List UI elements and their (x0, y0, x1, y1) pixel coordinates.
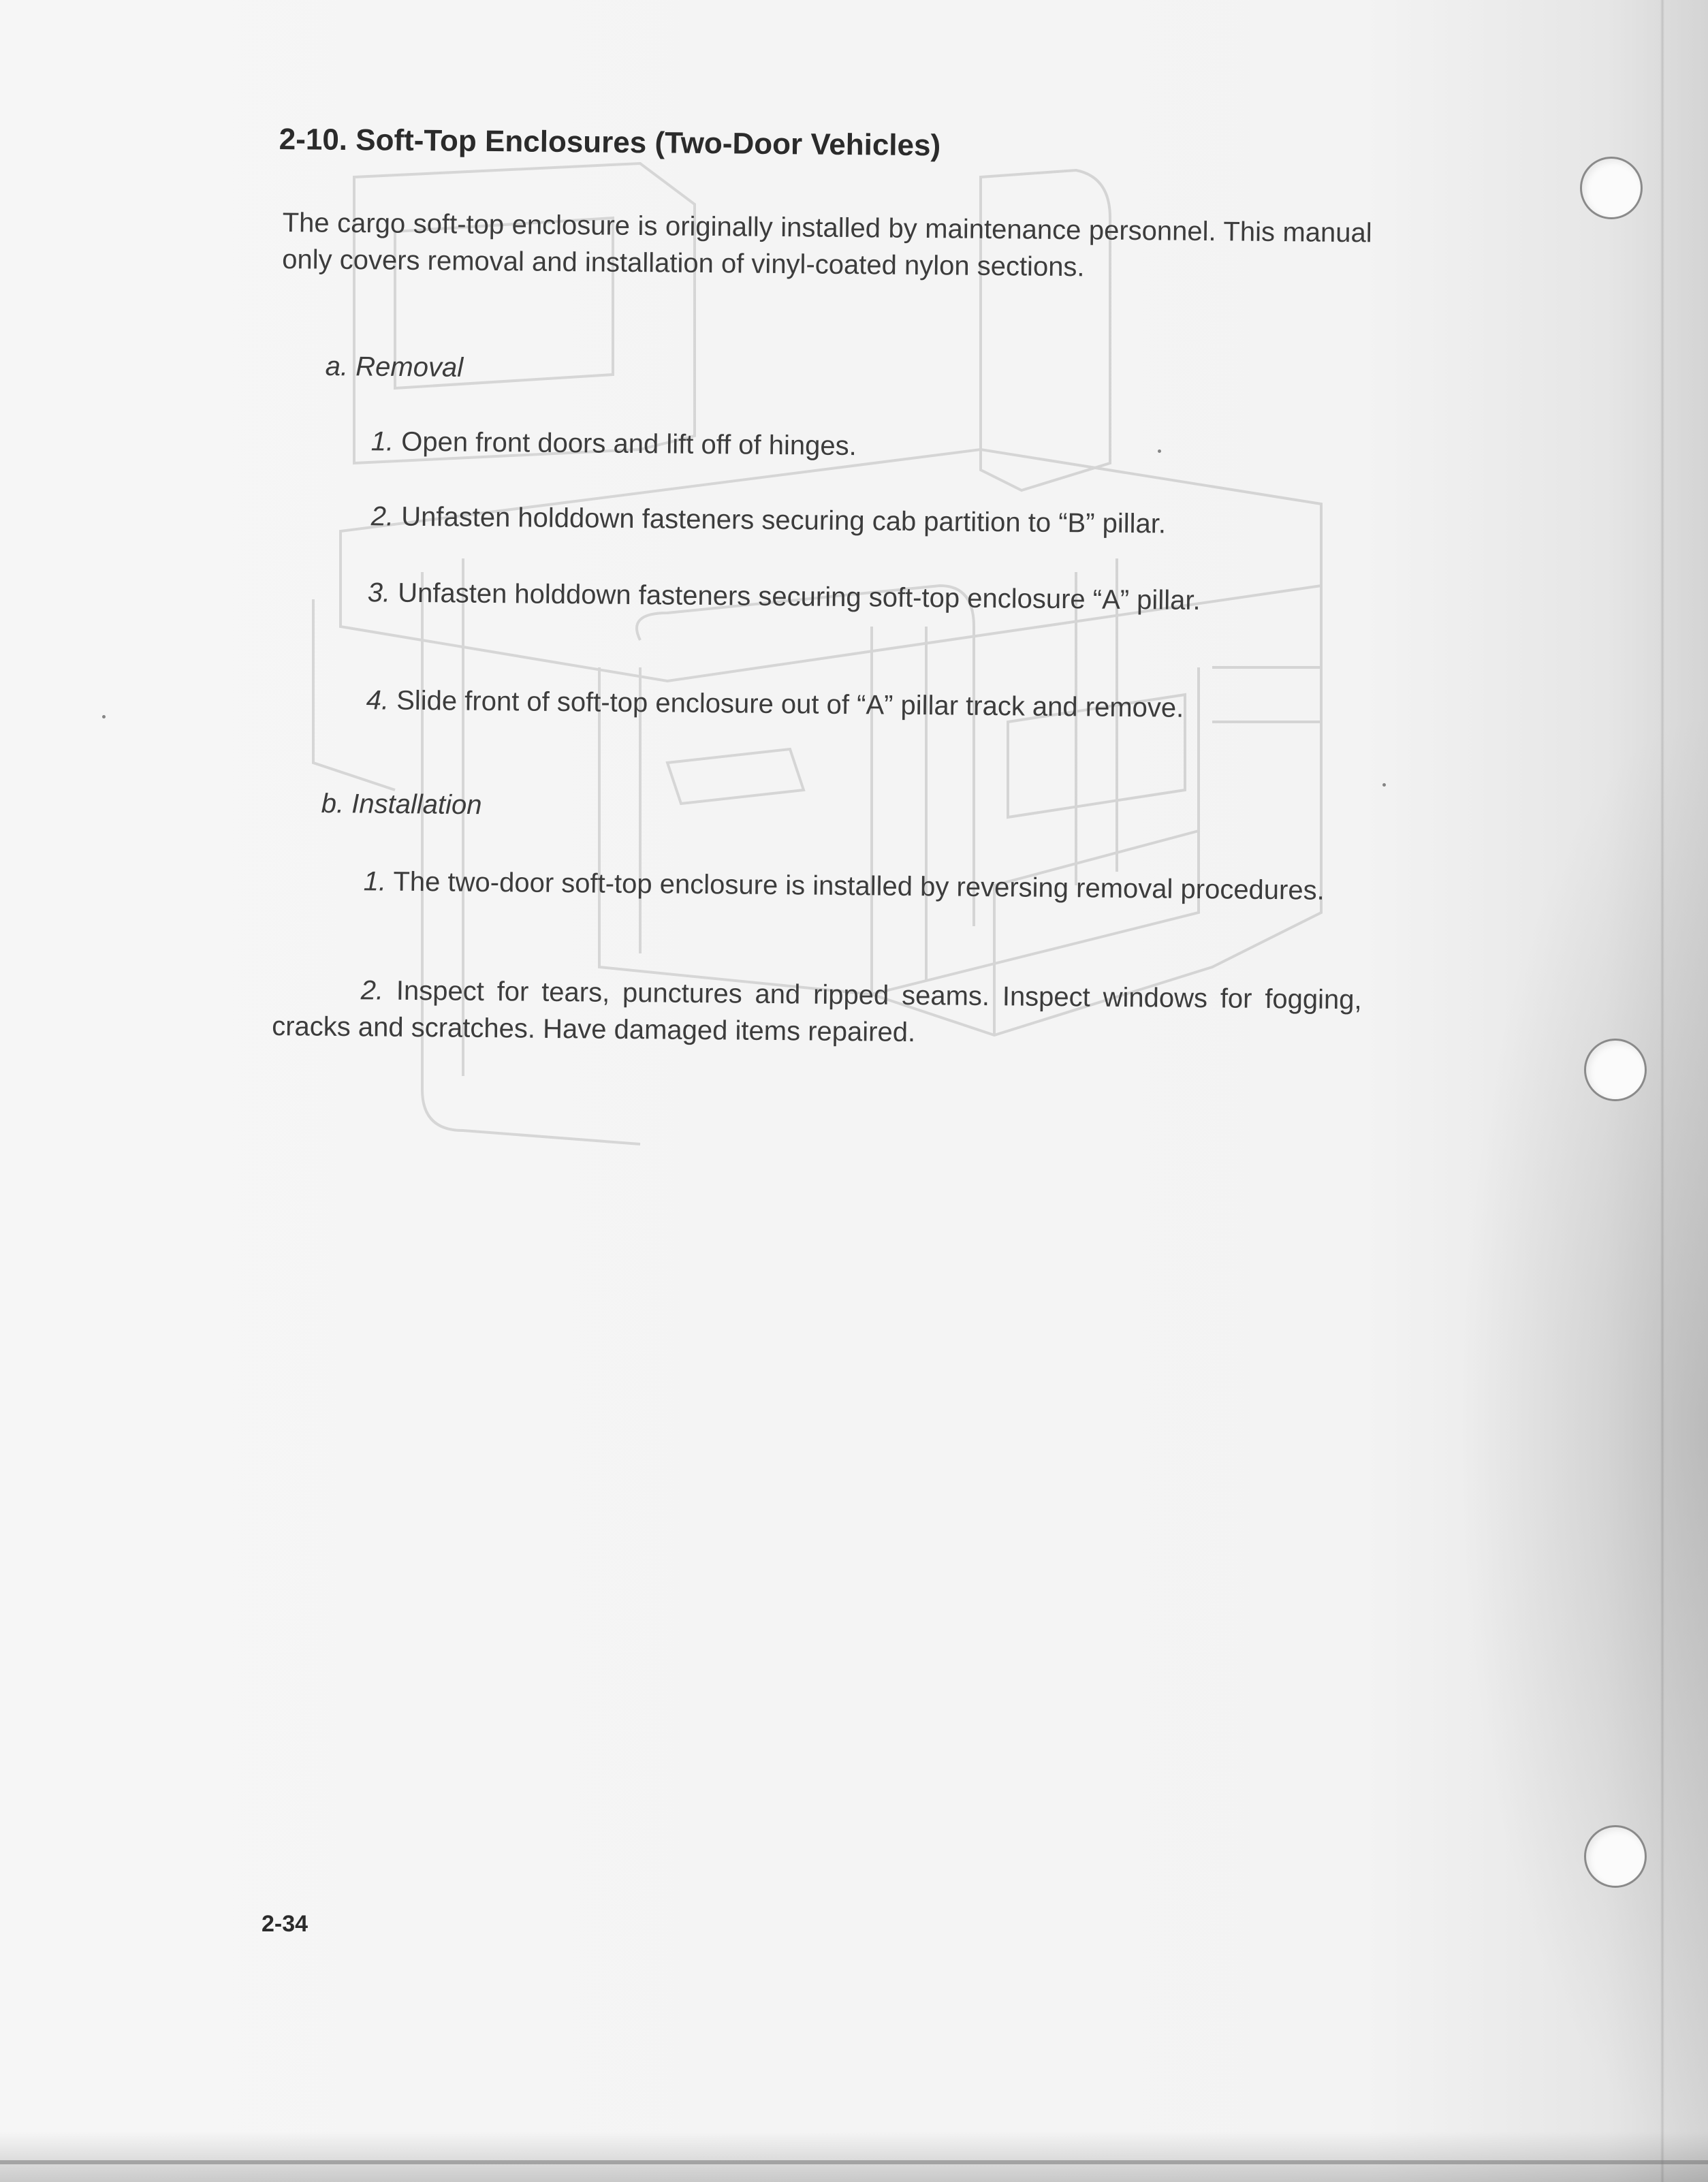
step-number: 1. (370, 426, 394, 457)
step-number: 2. (360, 975, 384, 1006)
intro-paragraph: The cargo soft-top enclosure is originally installed by maintenance personnel. This manual only covers removal and installation of vinyl-coated nylon sections. (282, 207, 1372, 283)
step-text: Unfasten holddown fasteners securing soft-top enclosure “A” pillar. (398, 578, 1201, 616)
binder-hole-middle (1584, 1039, 1647, 1101)
section-heading: 2-10. Soft-Top Enclosures (Two-Door Vehicles) (279, 123, 941, 163)
scan-speck (1382, 783, 1386, 787)
page-edge-shadow (1660, 0, 1664, 2182)
installation-step-2 (272, 971, 1362, 1055)
scan-speck (102, 715, 106, 718)
step-text: Inspect for tears, punctures and ripped seams. Inspect windows for fogging, cracks and scratches. Have damaged items repaired. (272, 975, 1362, 1048)
binder-hole-top (1580, 157, 1643, 219)
bottom-scan-shadow (0, 2132, 1708, 2182)
step-text: Unfasten holddown fasteners securing cab partition to “B” pillar. (401, 501, 1167, 539)
installation-subheading: b. Installation (321, 789, 482, 821)
step-number: 3. (367, 578, 391, 608)
step-number: 2. (370, 501, 394, 532)
step-text: The two-door soft-top enclosure is installed by reversing removal procedures. (393, 866, 1325, 906)
step-number: 4. (366, 685, 390, 716)
bottom-scan-line (0, 2160, 1708, 2164)
step-text: Slide front of soft-top enclosure out of “A” pillar track and remove. (396, 685, 1184, 723)
step-text: Open front doors and lift off of hinges. (401, 426, 857, 462)
binder-hole-bottom (1584, 1825, 1647, 1888)
step-number: 1. (363, 866, 387, 897)
removal-subheading: a. Removal (325, 351, 464, 383)
page-number: 2-34 (262, 1911, 309, 1937)
